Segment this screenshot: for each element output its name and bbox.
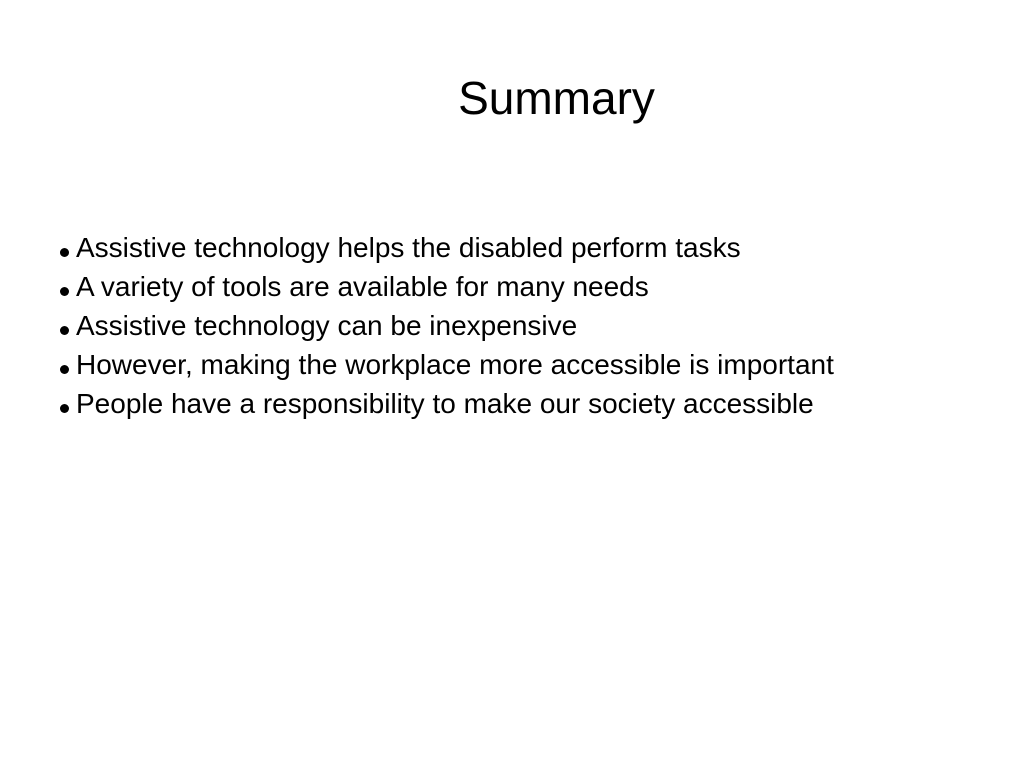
slide-title: Summary — [458, 72, 655, 124]
bullet-item — [60, 267, 834, 306]
bullet-dot-icon — [60, 404, 69, 413]
bullet-item — [60, 345, 834, 384]
bullet-dot-icon — [60, 248, 69, 257]
bullet-text: A variety of tools are available for many needs — [76, 271, 649, 302]
bullet-text: Assistive technology helps the disabled perform tasks — [76, 232, 741, 263]
bullet-list — [60, 228, 834, 423]
bullet-item — [60, 228, 834, 267]
bullet-dot-icon — [60, 326, 69, 335]
bullet-dot-icon — [60, 365, 69, 374]
bullet-dot-icon — [60, 287, 69, 296]
bullet-text: However, making the workplace more accessible is important — [76, 349, 834, 380]
bullet-item — [60, 306, 834, 345]
bullet-item — [60, 384, 834, 423]
bullet-text: People have a responsibility to make our society accessible — [76, 388, 814, 419]
bullet-text: Assistive technology can be inexpensive — [76, 310, 578, 341]
